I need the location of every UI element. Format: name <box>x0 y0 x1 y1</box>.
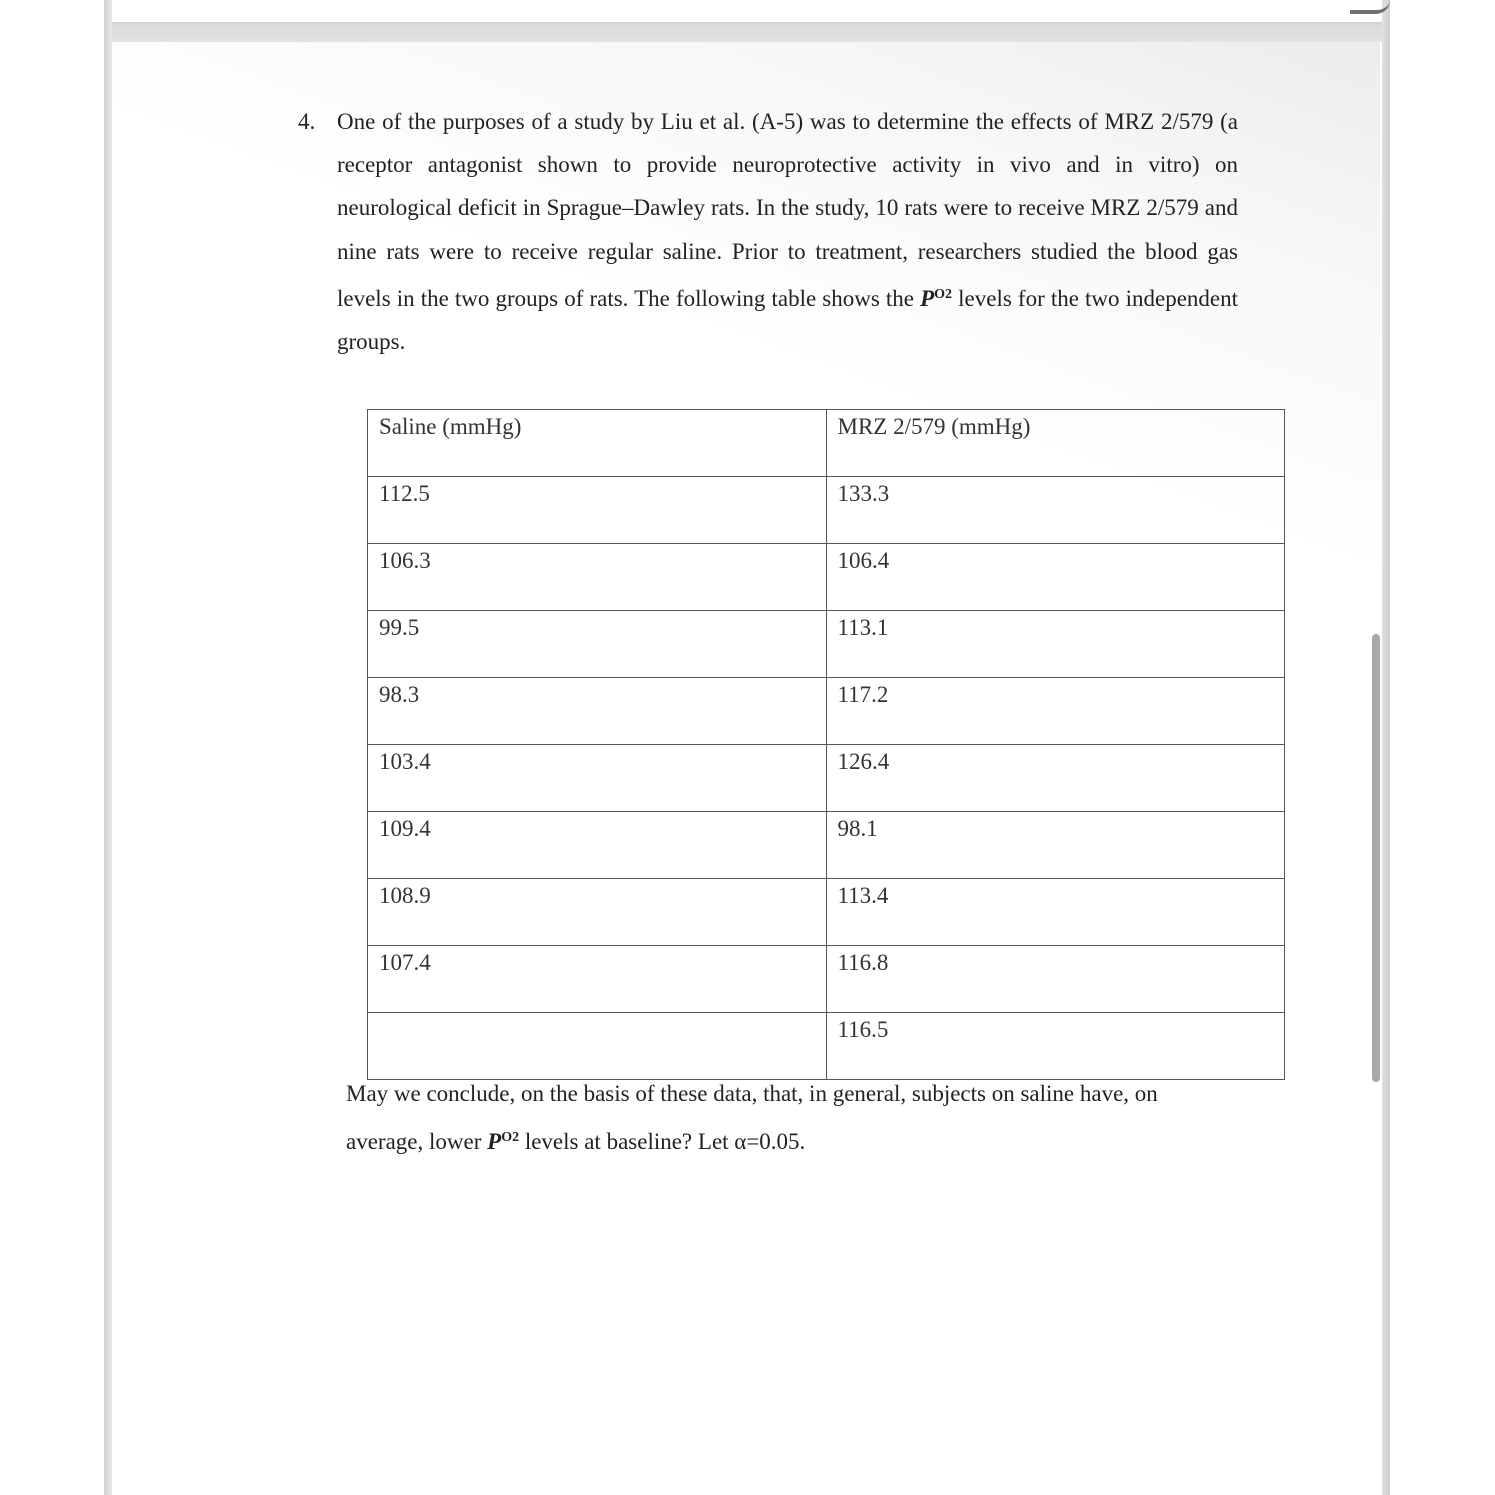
mrz-cell: 116.5 <box>826 1013 1285 1080</box>
conclusion-question <box>346 1072 1226 1163</box>
saline-cell: 106.3 <box>368 544 827 611</box>
table-row <box>368 1013 1285 1080</box>
saline-cell: 98.3 <box>368 678 827 745</box>
po2-symbol-conclusion <box>487 1129 519 1154</box>
mrz-cell: 113.1 <box>826 611 1285 678</box>
header-saline: Saline (mmHg) <box>368 410 827 477</box>
table-row <box>368 745 1285 812</box>
mrz-cell: 106.4 <box>826 544 1285 611</box>
question-number: 4. <box>298 109 316 134</box>
mrz-cell: 126.4 <box>826 745 1285 812</box>
saline-cell: 108.9 <box>368 879 827 946</box>
table-row <box>368 812 1285 879</box>
mrz-cell: 117.2 <box>826 678 1285 745</box>
table-header-row <box>368 410 1285 477</box>
po2-symbol <box>920 286 952 311</box>
table-row <box>368 611 1285 678</box>
question-text-body: One of the purposes of a study by Liu et al. (A-5) was to determine the effects of MRZ 2/579 (a receptor antagonist shown to provide neuroprotective activity in vivo and in vitro) on neurological deficit in Sprague–Dawley rats. In the study, 10 rats were to receive MRZ 2/579 and nine rats were to receive regular saline. Prior to treatment, researchers studied the blood gas levels in the two groups of rats. The following table shows the <box>337 109 1238 311</box>
po2-base: P <box>920 285 935 311</box>
data-table-body <box>368 410 1285 1080</box>
saline-cell <box>368 1013 827 1080</box>
saline-cell: 109.4 <box>368 812 827 879</box>
mrz-cell: 113.4 <box>826 879 1285 946</box>
po2-subscript: O2 <box>934 286 953 302</box>
saline-cell: 103.4 <box>368 745 827 812</box>
po2-subscript-conclusion: O2 <box>501 1129 520 1145</box>
question-text <box>337 100 1238 363</box>
table-row <box>368 477 1285 544</box>
question-block <box>298 100 1238 363</box>
po2-base-conclusion: P <box>487 1128 502 1154</box>
conclusion-text-tail: levels at baseline? Let α=0.05. <box>524 1128 806 1154</box>
header-mrz: MRZ 2/579 (mmHg) <box>826 410 1285 477</box>
viewer-frame-left <box>104 0 112 1495</box>
previous-page-edge <box>112 0 1382 24</box>
saline-cell: 112.5 <box>368 477 827 544</box>
saline-cell: 99.5 <box>368 611 827 678</box>
table-row <box>368 946 1285 1013</box>
saline-cell: 107.4 <box>368 946 827 1013</box>
mrz-cell: 98.1 <box>826 812 1285 879</box>
question-text-tail: levels for the two independent groups. <box>337 285 1239 355</box>
scrollbar-thumb[interactable] <box>1372 634 1380 1082</box>
mrz-cell: 116.8 <box>826 946 1285 1013</box>
table-row <box>368 544 1285 611</box>
data-table <box>367 409 1285 1080</box>
conclusion-text: May we conclude, on the basis of these data, that, in general, subjects on saline have, on average, lower <box>346 1081 1158 1154</box>
table-row <box>368 678 1285 745</box>
mrz-cell: 133.3 <box>826 477 1285 544</box>
page-gap <box>112 24 1382 42</box>
table-row <box>368 879 1285 946</box>
viewer-frame-right <box>1382 0 1390 1495</box>
